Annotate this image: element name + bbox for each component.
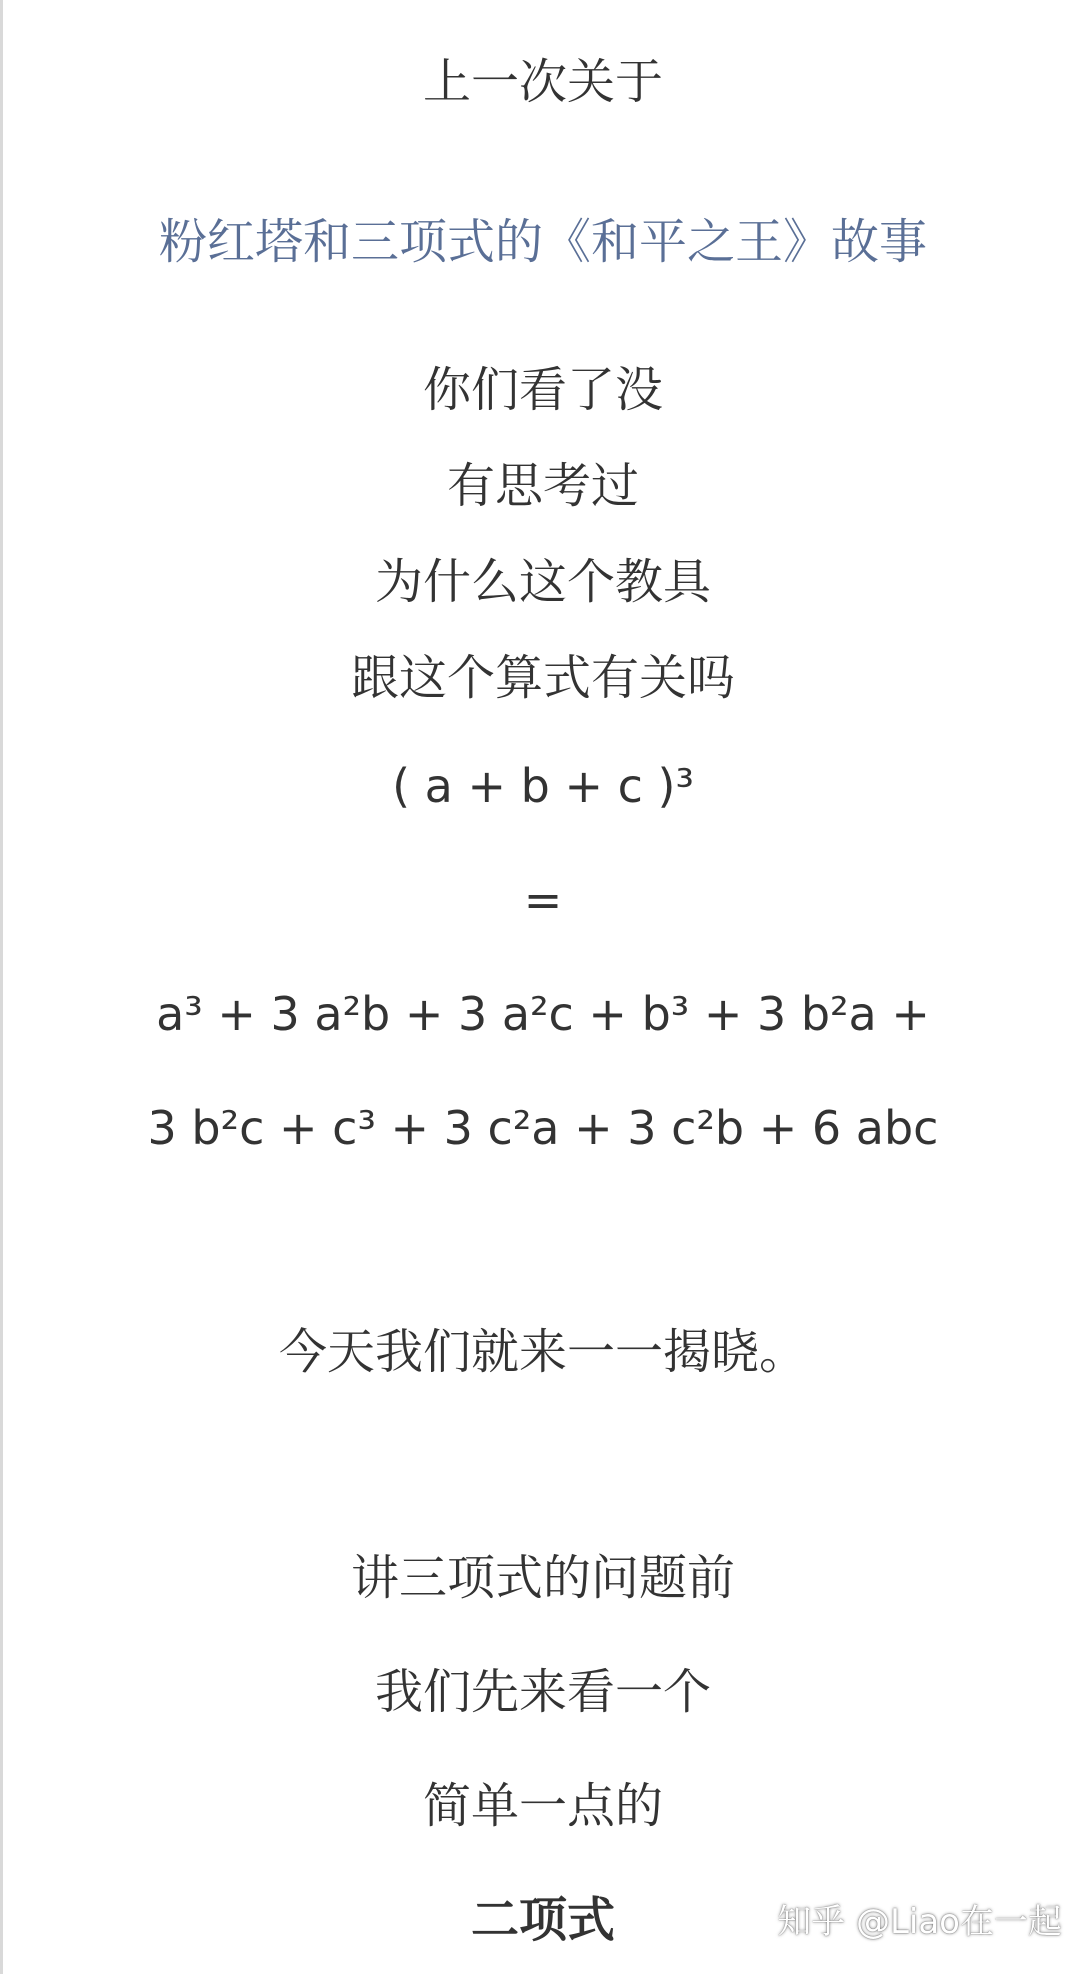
text-line-reveal: 今天我们就来一一揭晓。 [278, 1324, 807, 1380]
formula-equals: = [523, 873, 563, 927]
text-line-first: 我们先来看一个 [374, 1664, 711, 1720]
text-line-thought: 有思考过 [446, 458, 639, 514]
text-line-before: 讲三项式的问题前 [350, 1550, 735, 1606]
formula-lhs: ( a + b + c )³ [392, 759, 694, 813]
heading-binomial: 二项式 [470, 1892, 615, 1948]
article-link[interactable]: 粉红塔和三项式的《和平之王》故事 [158, 214, 927, 270]
text-line-intro: 上一次关于 [422, 54, 663, 110]
text-line-question: 你们看了没 [422, 362, 663, 418]
formula-rhs-line-2: 3 b²c + c³ + 3 c²a + 3 c²b + 6 abc [147, 1101, 939, 1155]
text-line-why: 为什么这个教具 [374, 554, 711, 610]
text-line-simple: 简单一点的 [422, 1778, 663, 1834]
formula-rhs-line-1: a³ + 3 a²b + 3 a²c + b³ + 3 b²a + [156, 987, 930, 1041]
zhihu-watermark: 知乎 @Liao在一起 [777, 1902, 1062, 1942]
text-line-related: 跟这个算式有关吗 [350, 650, 735, 706]
